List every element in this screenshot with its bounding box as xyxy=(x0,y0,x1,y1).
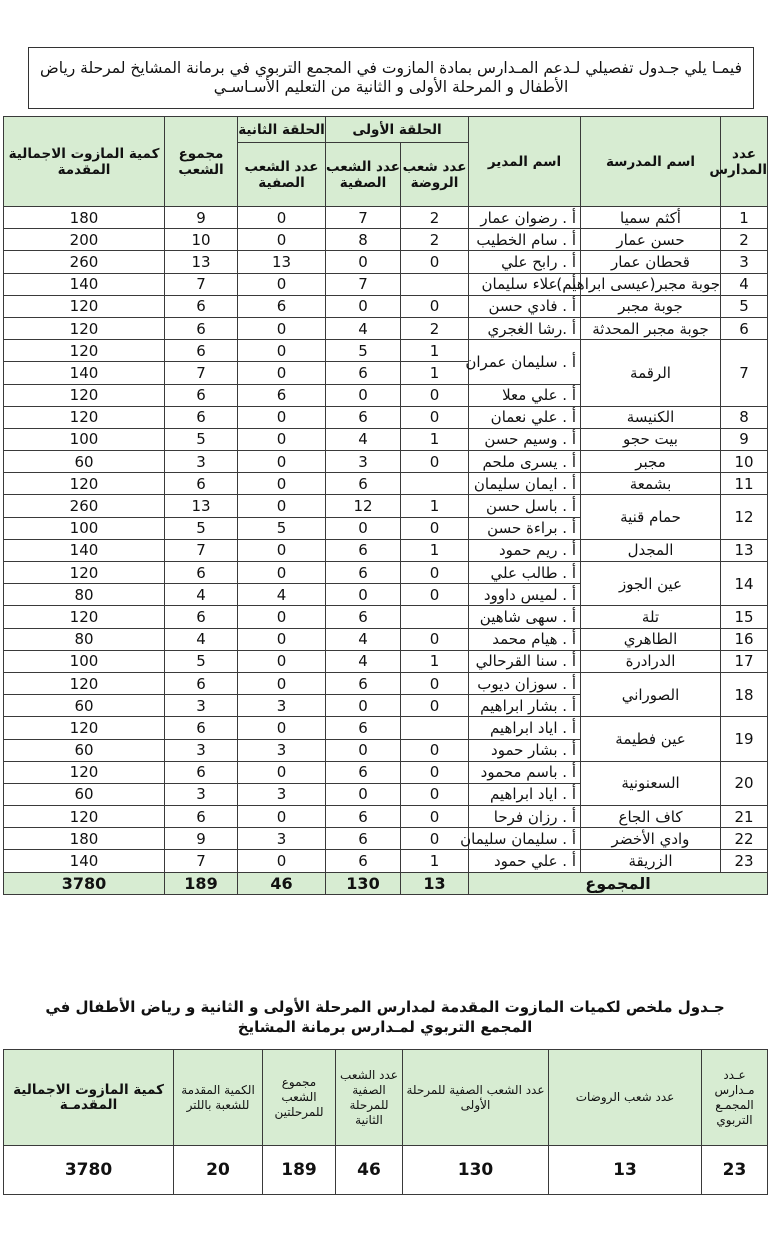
c1-sections: 0 xyxy=(326,295,401,317)
c2-sections: 0 xyxy=(238,539,326,561)
row-no: 18 xyxy=(721,672,768,716)
director-name: أ . علي نعمان xyxy=(469,406,581,428)
table-row xyxy=(4,806,768,828)
c1-sections: 6 xyxy=(326,717,401,739)
director-name: أ . بشار ابراهيم xyxy=(469,695,581,717)
school-name: الدرادرة xyxy=(581,650,721,672)
c2-sections: 0 xyxy=(238,495,326,517)
total-sections: 6 xyxy=(165,473,238,495)
c1-sections: 6 xyxy=(326,606,401,628)
row-no: 5 xyxy=(721,295,768,317)
total-sections: 13 xyxy=(165,251,238,273)
school-name: وادي الأخضر xyxy=(581,828,721,850)
total-sections: 6 xyxy=(165,761,238,783)
header-school-name: اسم المدرسة xyxy=(581,117,721,207)
summary-header-total-qty: كمية المازوت الاجمالية المقدمـة xyxy=(4,1050,174,1146)
row-no: 23 xyxy=(721,850,768,872)
total-qty: 120 xyxy=(4,295,165,317)
c2-sections: 0 xyxy=(238,317,326,339)
total-qty: 120 xyxy=(4,406,165,428)
director-name: أ . علي معلا xyxy=(469,384,581,406)
kinder-sections: 0 xyxy=(401,295,469,317)
table-row xyxy=(4,562,768,584)
c2-sections: 0 xyxy=(238,451,326,473)
row-no: 8 xyxy=(721,406,768,428)
kinder-sections: 0 xyxy=(401,695,469,717)
table-row xyxy=(4,539,768,561)
c1-sections: 6 xyxy=(326,806,401,828)
c1-sections: 0 xyxy=(326,695,401,717)
school-name: عين فطيمة xyxy=(581,717,721,761)
total-label: المجموع xyxy=(469,872,768,894)
total-sections: 7 xyxy=(165,273,238,295)
c1-sections: 4 xyxy=(326,317,401,339)
school-name: الصوراني xyxy=(581,672,721,716)
total-row xyxy=(4,872,768,894)
row-no: 14 xyxy=(721,562,768,606)
summary-schools: 23 xyxy=(702,1146,768,1195)
header-kinder-sections: عدد شعب الروضة xyxy=(401,143,469,207)
total-sections: 4 xyxy=(165,628,238,650)
school-name: حسن عمار xyxy=(581,229,721,251)
total-qty: 120 xyxy=(4,340,165,362)
table-row xyxy=(4,207,768,229)
summary-c2: 46 xyxy=(336,1146,403,1195)
school-name: بشمعة xyxy=(581,473,721,495)
row-no: 2 xyxy=(721,229,768,251)
kinder-sections: 1 xyxy=(401,850,469,872)
c2-sections: 0 xyxy=(238,473,326,495)
header-cycle2: الحلقة الثانية xyxy=(238,117,326,143)
total-qty: 140 xyxy=(4,362,165,384)
total-sections: 6 xyxy=(165,606,238,628)
table-row xyxy=(4,672,768,694)
c2-sections: 0 xyxy=(238,806,326,828)
c2-sections: 0 xyxy=(238,207,326,229)
header-director: اسم المدير xyxy=(469,117,581,207)
c2-sections: 3 xyxy=(238,695,326,717)
c2-sections: 3 xyxy=(238,828,326,850)
c1-sections: 6 xyxy=(326,539,401,561)
director-name: أ . سليمان سليمان xyxy=(469,828,581,850)
total-sections: 3 xyxy=(165,695,238,717)
total-sections: 3 xyxy=(165,783,238,805)
total-sections: 6 xyxy=(165,295,238,317)
total-sections: 6 xyxy=(165,672,238,694)
director-name: أ . باسل حسن xyxy=(469,495,581,517)
row-no: 15 xyxy=(721,606,768,628)
c1-sections: 8 xyxy=(326,229,401,251)
row-no: 6 xyxy=(721,317,768,339)
kinder-sections: 1 xyxy=(401,340,469,362)
header-total-sections: مجموع الشعب xyxy=(165,117,238,207)
summary-total-qty: 3780 xyxy=(4,1146,174,1195)
total-qty: 120 xyxy=(4,606,165,628)
director-name: أ . هيام محمد xyxy=(469,628,581,650)
page-title xyxy=(28,47,754,109)
total-sections: 5 xyxy=(165,517,238,539)
total-sections: 6 xyxy=(165,717,238,739)
director-name: أ . طالب علي xyxy=(469,562,581,584)
total-qty: 60 xyxy=(4,783,165,805)
kinder-sections: 0 xyxy=(401,761,469,783)
c2-sections: 0 xyxy=(238,340,326,362)
c2-sections: 6 xyxy=(238,295,326,317)
total-sections: 6 xyxy=(165,806,238,828)
c2-sections: 3 xyxy=(238,783,326,805)
row-no: 17 xyxy=(721,650,768,672)
table-row xyxy=(4,451,768,473)
director-name: أ . ريم حمود xyxy=(469,539,581,561)
table-row xyxy=(4,295,768,317)
c2-sections: 0 xyxy=(238,362,326,384)
total-sections: 10 xyxy=(165,229,238,251)
total-qty: 120 xyxy=(4,317,165,339)
kinder-sections: 0 xyxy=(401,628,469,650)
kinder-sections: 0 xyxy=(401,828,469,850)
total-sections: 4 xyxy=(165,584,238,606)
total-sections-sum: 189 xyxy=(165,872,238,894)
school-name: حمام قنية xyxy=(581,495,721,539)
total-qty: 260 xyxy=(4,251,165,273)
c1-sections: 6 xyxy=(326,362,401,384)
c2-sections: 0 xyxy=(238,406,326,428)
c1-sections: 12 xyxy=(326,495,401,517)
summary-header-kinder: عدد شعب الروضات xyxy=(549,1050,702,1146)
summary-header-c1: عدد الشعب الصفية للمرحلة الأولى xyxy=(403,1050,549,1146)
school-name: قحطان عمار xyxy=(581,251,721,273)
c2-sections: 0 xyxy=(238,428,326,450)
total-sections: 13 xyxy=(165,495,238,517)
director-name: أ . رزان فرحا xyxy=(469,806,581,828)
kinder-sections: 0 xyxy=(401,739,469,761)
row-no: 10 xyxy=(721,451,768,473)
c2-sections: 0 xyxy=(238,628,326,650)
total-qty: 80 xyxy=(4,584,165,606)
row-no: 21 xyxy=(721,806,768,828)
c1-sections: 7 xyxy=(326,207,401,229)
c1-sections: 0 xyxy=(326,251,401,273)
summary-header-per-section: الكمية المقدمة للشعبة باللتر xyxy=(174,1050,263,1146)
kinder-sections xyxy=(401,717,469,739)
summary-header-schools: عـدد مـدارس المجمـع التربوي xyxy=(702,1050,768,1146)
row-no: 11 xyxy=(721,473,768,495)
director-name: أ . سوزان ديوب xyxy=(469,672,581,694)
total-sections: 9 xyxy=(165,207,238,229)
total-qty: 120 xyxy=(4,384,165,406)
school-name: الكنيسة xyxy=(581,406,721,428)
summary-header-c2: عدد الشعب الصفية للمرحلة الثانية xyxy=(336,1050,403,1146)
c1-sections: 0 xyxy=(326,517,401,539)
table-row xyxy=(4,251,768,273)
total-qty: 120 xyxy=(4,806,165,828)
total-sections: 5 xyxy=(165,428,238,450)
total-qty: 60 xyxy=(4,695,165,717)
table-row xyxy=(4,717,768,739)
total-qty: 120 xyxy=(4,672,165,694)
total-sections: 7 xyxy=(165,362,238,384)
director-name: أ . يسرى ملحم xyxy=(469,451,581,473)
kinder-sections: 0 xyxy=(401,451,469,473)
school-name: السعنونية xyxy=(581,761,721,805)
director-name: أ .رشا الغجري xyxy=(469,317,581,339)
school-name: جوبة مجبر المحدثة xyxy=(581,317,721,339)
total-qty: 180 xyxy=(4,828,165,850)
director-name: أ . سليمان عمران xyxy=(469,340,581,384)
summary-sections: 189 xyxy=(263,1146,336,1195)
kinder-sections: 1 xyxy=(401,495,469,517)
total-sections: 6 xyxy=(165,406,238,428)
total-c2: 46 xyxy=(238,872,326,894)
table-row xyxy=(4,761,768,783)
c1-sections: 6 xyxy=(326,672,401,694)
c1-sections: 6 xyxy=(326,473,401,495)
row-no: 20 xyxy=(721,761,768,805)
kinder-sections: 0 xyxy=(401,251,469,273)
total-qty: 60 xyxy=(4,739,165,761)
total-c1: 130 xyxy=(326,872,401,894)
summary-per-section: 20 xyxy=(174,1146,263,1195)
total-sections: 3 xyxy=(165,451,238,473)
summary-row xyxy=(4,1146,768,1195)
kinder-sections: 0 xyxy=(401,517,469,539)
school-name: بيت حجو xyxy=(581,428,721,450)
total-qty: 100 xyxy=(4,428,165,450)
summary-header-sections: مجموع الشعب للمرحلتين xyxy=(263,1050,336,1146)
kinder-sections: 1 xyxy=(401,650,469,672)
kinder-sections: 0 xyxy=(401,406,469,428)
total-sections: 6 xyxy=(165,340,238,362)
c2-sections: 0 xyxy=(238,717,326,739)
total-sections: 7 xyxy=(165,539,238,561)
total-qty: 120 xyxy=(4,717,165,739)
c1-sections: 6 xyxy=(326,562,401,584)
table-row xyxy=(4,406,768,428)
total-qty: 120 xyxy=(4,562,165,584)
kinder-sections xyxy=(401,473,469,495)
kinder-sections xyxy=(401,273,469,295)
header-c2-sections: عدد الشعب الصفية xyxy=(238,143,326,207)
director-name: أ . علي حمود xyxy=(469,850,581,872)
kinder-sections: 0 xyxy=(401,806,469,828)
header-total-qty: كمية المازوت الاجمالية المقدمة xyxy=(4,117,165,207)
c1-sections: 6 xyxy=(326,761,401,783)
c1-sections: 0 xyxy=(326,739,401,761)
director-name: أ . اياد ابراهيم xyxy=(469,717,581,739)
kinder-sections: 1 xyxy=(401,362,469,384)
kinder-sections: 1 xyxy=(401,539,469,561)
summary-table xyxy=(3,1049,768,1195)
row-no: 13 xyxy=(721,539,768,561)
total-qty: 180 xyxy=(4,207,165,229)
row-no: 22 xyxy=(721,828,768,850)
table-row xyxy=(4,273,768,295)
total-qty: 260 xyxy=(4,495,165,517)
kinder-sections: 0 xyxy=(401,672,469,694)
c2-sections: 0 xyxy=(238,606,326,628)
kinder-sections xyxy=(401,606,469,628)
director-name: أ . بشار حمود xyxy=(469,739,581,761)
kinder-sections: 2 xyxy=(401,207,469,229)
total-qty: 100 xyxy=(4,517,165,539)
kinder-sections: 0 xyxy=(401,584,469,606)
kinder-sections: 1 xyxy=(401,428,469,450)
kinder-sections: 0 xyxy=(401,783,469,805)
header-cycle1: الحلقة الأولى xyxy=(326,117,469,143)
c2-sections: 0 xyxy=(238,273,326,295)
c1-sections: 6 xyxy=(326,850,401,872)
row-no: 12 xyxy=(721,495,768,539)
c1-sections: 6 xyxy=(326,406,401,428)
c2-sections: 0 xyxy=(238,650,326,672)
school-name: الطاهري xyxy=(581,628,721,650)
title-text: فيمـا يلي جـدول تفصيلي لـدعم المـدارس بمادة المازوت في المجمع التربوي في برمانة المشايخ لمرحلة رياض الأطفال و المرحلة الأولى و الثانية من التعليم الأسـاسـي xyxy=(39,59,743,96)
c2-sections: 13 xyxy=(238,251,326,273)
c2-sections: 0 xyxy=(238,229,326,251)
c1-sections: 7 xyxy=(326,273,401,295)
total-sections: 6 xyxy=(165,562,238,584)
director-name: أ . لميس داوود xyxy=(469,584,581,606)
total-qty: 140 xyxy=(4,850,165,872)
c2-sections: 0 xyxy=(238,562,326,584)
table-row xyxy=(4,340,768,362)
total-qty: 100 xyxy=(4,650,165,672)
table-row xyxy=(4,628,768,650)
total-qty: 200 xyxy=(4,229,165,251)
total-kinder: 13 xyxy=(401,872,469,894)
c1-sections: 6 xyxy=(326,828,401,850)
director-name: أ . سام الخطيب xyxy=(469,229,581,251)
kinder-sections: 0 xyxy=(401,384,469,406)
total-sections: 7 xyxy=(165,850,238,872)
c1-sections: 0 xyxy=(326,584,401,606)
director-name: أ . سهى شاهين xyxy=(469,606,581,628)
director-name: أ . رضوان عمار xyxy=(469,207,581,229)
c1-sections: 4 xyxy=(326,650,401,672)
total-qty: 140 xyxy=(4,273,165,295)
kinder-sections: 0 xyxy=(401,562,469,584)
total-qty: 80 xyxy=(4,628,165,650)
summary-c1: 130 xyxy=(403,1146,549,1195)
kinder-sections: 2 xyxy=(401,317,469,339)
school-name: المجدل xyxy=(581,539,721,561)
director-name: أ . براءة حسن xyxy=(469,517,581,539)
director-name: أ . اياد ابراهيم xyxy=(469,783,581,805)
total-sections: 6 xyxy=(165,384,238,406)
total-sections: 3 xyxy=(165,739,238,761)
total-sections: 6 xyxy=(165,317,238,339)
summary-kinder: 13 xyxy=(549,1146,702,1195)
school-name: جوبة مجبر xyxy=(581,295,721,317)
school-name: مجبر xyxy=(581,451,721,473)
row-no: 19 xyxy=(721,717,768,761)
row-no: 3 xyxy=(721,251,768,273)
header-school-no: عدد المدارس xyxy=(721,117,768,207)
c2-sections: 3 xyxy=(238,739,326,761)
director-name: أ . وسيم حسن xyxy=(469,428,581,450)
school-name: كاف الجاع xyxy=(581,806,721,828)
total-qty-sum: 3780 xyxy=(4,872,165,894)
school-name: جوبة مجبر(عيسى ابراهيم) xyxy=(581,273,721,295)
total-qty: 60 xyxy=(4,451,165,473)
c2-sections: 6 xyxy=(238,384,326,406)
row-no: 1 xyxy=(721,207,768,229)
table-row xyxy=(4,229,768,251)
table-row xyxy=(4,428,768,450)
table-row xyxy=(4,473,768,495)
c1-sections: 5 xyxy=(326,340,401,362)
c2-sections: 0 xyxy=(238,761,326,783)
total-qty: 140 xyxy=(4,539,165,561)
table-row xyxy=(4,650,768,672)
table-row xyxy=(4,606,768,628)
c1-sections: 0 xyxy=(326,783,401,805)
total-sections: 5 xyxy=(165,650,238,672)
c1-sections: 0 xyxy=(326,384,401,406)
school-name: أكثم سميا xyxy=(581,207,721,229)
kinder-sections: 2 xyxy=(401,229,469,251)
row-no: 7 xyxy=(721,340,768,407)
total-qty: 120 xyxy=(4,761,165,783)
director-name: أ . رابح علي xyxy=(469,251,581,273)
director-name: أ . باسم محمود xyxy=(469,761,581,783)
c2-sections: 5 xyxy=(238,517,326,539)
school-name: الزريقة xyxy=(581,850,721,872)
director-name: أ . سنا القرحالي xyxy=(469,650,581,672)
summary-title: جـدول ملخص لكميات المازوت المقدمة لمدارس المرحلة الأولى و الثانية و رياض الأطفال في المجمع التربوي لمـدارس برمانة المشايخ xyxy=(45,998,725,1036)
school-name: الرقمة xyxy=(581,340,721,407)
row-no: 9 xyxy=(721,428,768,450)
header-c1-sections: عدد الشعب الصفية xyxy=(326,143,401,207)
director-name: أ . ايمان سليمان xyxy=(469,473,581,495)
table-row xyxy=(4,317,768,339)
director-name: أ . علاء سليمان xyxy=(469,273,581,295)
row-no: 16 xyxy=(721,628,768,650)
table-row xyxy=(4,495,768,517)
c2-sections: 0 xyxy=(238,672,326,694)
c2-sections: 0 xyxy=(238,850,326,872)
table-row xyxy=(4,828,768,850)
table-row xyxy=(4,850,768,872)
c2-sections: 4 xyxy=(238,584,326,606)
c1-sections: 3 xyxy=(326,451,401,473)
total-sections: 9 xyxy=(165,828,238,850)
row-no: 4 xyxy=(721,273,768,295)
school-name: عين الجوز xyxy=(581,562,721,606)
total-qty: 120 xyxy=(4,473,165,495)
c1-sections: 4 xyxy=(326,428,401,450)
director-name: أ . فادي حسن xyxy=(469,295,581,317)
schools-table xyxy=(3,116,768,895)
c1-sections: 4 xyxy=(326,628,401,650)
school-name: تلة xyxy=(581,606,721,628)
